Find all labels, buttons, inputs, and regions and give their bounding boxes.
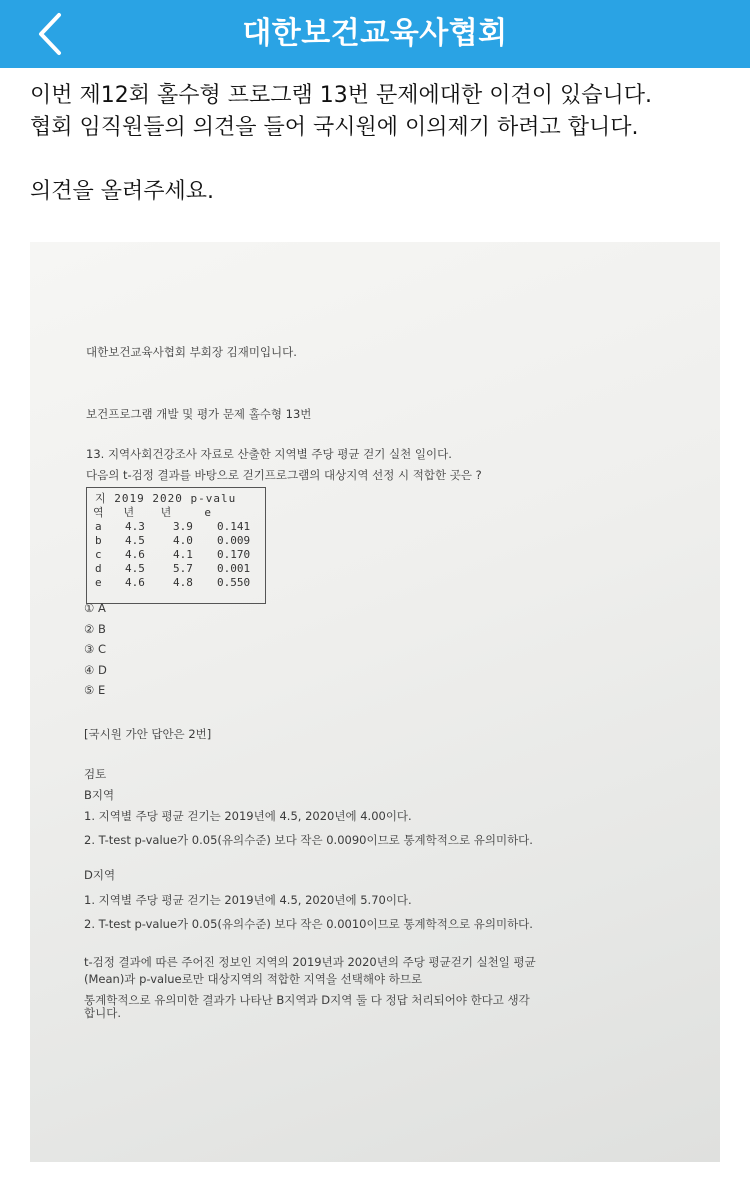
question-text: 다음의 t-검정 결과를 바탕으로 걷기프로그램의 대상지역 선정 시 적합한 곳은 ? [86,468,482,482]
review-title: 검토 [84,767,107,781]
conclusion-text: 통계학적으로 유의미한 결과가 나타난 B지역과 D지역 둘 다 정답 처리되어야 한다고 생각 [84,993,530,1007]
review-item: 1. 지역별 주당 평균 걷기는 2019년에 4.5, 2020년에 5.70이다. [84,893,412,907]
page-title: 대한보건교육사협회 [242,16,508,51]
post-text-line: 이번 제12회 홀수형 프로그램 13번 문제에대한 이견이 있습니다. [30,83,652,108]
post-text-line: 협회 임직원들의 의견을 들어 국시원에 이의제기 하려고 합니다. [30,115,639,140]
document-page [30,242,720,1162]
review-item: 2. T-test p-value가 0.05(유의수준) 보다 작은 0.0010이므로 통계학적으로 유의미하다. [84,917,533,931]
choice-item: ⑤ E [84,683,106,697]
conclusion-text: (Mean)과 p-value로만 대상지역의 적합한 지역을 선택해야 하므로 [84,972,423,986]
conclusion-text: t-검정 결과에 따른 주어진 정보인 지역의 2019년과 2020년의 주당 평균걷기 실천일 평균 [84,955,536,969]
choice-item: ③ C [84,642,106,656]
choice-item: ① A [84,601,106,615]
attached-document-photo[interactable] [30,242,720,1162]
post-text-line: 의견을 올려주세요. [30,179,215,204]
conclusion-text: 합니다. [84,1006,121,1020]
top-navigation-bar [0,0,750,68]
region-title: D지역 [84,868,116,882]
choice-item: ② B [84,622,106,636]
provisional-answer: [국시원 가안 답안은 2번] [84,727,212,741]
table-header: 역 년 년 e [93,506,211,519]
results-table: 지 2019 2020 p-valu 역 년 년 e a 4.3 3.9 0.141 b 4.5 4.0 0.009 c 4.6 4.1 0.170 d 4.5 5.7 0.001 e 4.6 4.8 0.550 [86,487,266,604]
exam-line: 보건프로그램 개발 및 평가 문제 홀수형 13번 [86,407,312,421]
review-item: 1. 지역별 주당 평균 걷기는 2019년에 4.5, 2020년에 4.00이다. [84,809,412,823]
post-body [30,80,730,208]
table-header: 지 2019 2020 p-valu [95,492,237,505]
author-line: 대한보건교육사협회 부회장 김재미입니다. [86,345,297,359]
region-title: B지역 [84,788,115,802]
review-item: 2. T-test p-value가 0.05(유의수준) 보다 작은 0.0090이므로 통계학적으로 유의미하다. [84,833,533,847]
question-text: 13. 지역사회건강조사 자료로 산출한 지역별 주당 평균 걷기 실천 일이다. [86,447,452,461]
choice-item: ④ D [84,663,107,677]
